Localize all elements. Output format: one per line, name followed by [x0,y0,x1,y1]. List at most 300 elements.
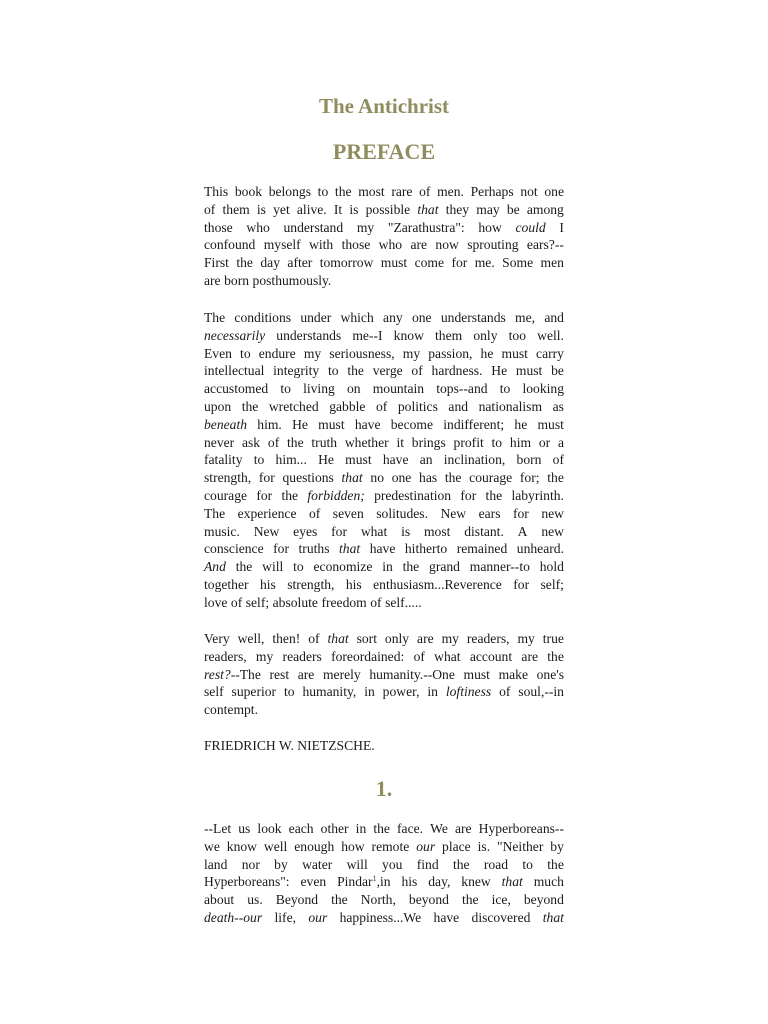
word: too [508,327,526,343]
word: the [331,892,348,908]
word: self; [245,594,270,610]
text-line [204,487,564,505]
word: his [259,576,276,592]
word: the [547,856,564,872]
word: the [547,648,564,664]
text-line [204,648,564,666]
word: living [303,381,335,397]
word: we [204,838,220,854]
word: him. [257,416,282,432]
word: the [402,559,420,575]
word: born [516,452,542,468]
word: and [544,310,564,325]
word: the [452,856,470,872]
word: his [401,874,418,890]
text-line [204,380,564,398]
word: the [334,184,352,199]
word: he [480,345,494,361]
word: Beyond [275,892,319,908]
word: my [356,219,375,235]
word: accustomed [204,381,269,397]
text-line [204,362,564,380]
word: posthumously. [252,272,332,288]
text-line [204,558,564,576]
word: become [390,416,434,432]
author-signature [204,737,564,755]
word: of [267,434,280,450]
word: truths [298,541,330,557]
word: beyond [408,892,449,908]
word: will [346,856,368,872]
word: for; [519,470,540,486]
word: We [430,821,448,836]
word: it [396,434,404,450]
word: North, [360,892,396,908]
word: to [280,381,291,397]
word: remote [371,838,410,854]
word: by [274,856,288,872]
word: make [498,666,529,682]
text-line [204,540,564,558]
word: Pindar$^1$,in [337,874,391,890]
word: men [540,255,564,271]
word: understands [276,327,342,343]
word: New [440,505,467,521]
word: must [501,345,528,361]
word: alive. [296,201,327,217]
word: to [283,684,295,700]
text-line [204,683,564,701]
word: account [469,648,513,664]
word: for [273,541,290,557]
word: for [258,470,275,486]
word: born [224,272,250,288]
word: well. [537,327,564,343]
word: then! [272,631,301,646]
word: hardness. [431,363,483,379]
word: tops--and [436,381,488,397]
word: the [287,434,304,450]
word: book [234,184,263,199]
word: courage [469,470,513,486]
word: may [476,201,500,217]
text-line [204,523,564,541]
document-title: The Antichrist [318,94,450,118]
word: loftiness [445,684,492,700]
word: each [288,821,314,836]
word: indifferent; [443,416,505,432]
word: my [441,631,459,646]
word: He [318,452,334,468]
word: Hyperboreans-- [478,821,564,836]
preface-paragraph-3 [204,630,564,719]
word: know [226,838,257,854]
word: humanity.--One [369,666,455,682]
word: one [411,310,432,325]
word: The [204,310,226,325]
word: you [382,856,403,872]
word: are [410,237,428,253]
word: profit [453,434,484,450]
word: eyes [293,523,318,539]
word: sprouting [467,237,519,253]
word: in [355,821,367,836]
word: hitherto [404,541,448,557]
word: together [204,576,249,592]
word: new [541,505,564,521]
word: now [435,237,459,253]
text-line [204,434,564,452]
word: that [341,470,363,486]
word: predestination [374,487,452,503]
word: --Let [204,821,232,836]
word: This [204,184,229,199]
word: other [320,821,349,836]
word: death--our [204,909,263,925]
word: First [204,255,229,271]
word: to [499,381,511,397]
word: of [308,631,320,646]
word: them [435,327,463,343]
word: of [419,184,431,199]
word: for [513,576,530,592]
word: my [517,631,535,646]
signature-text: FRIEDRICH W. NIETZSCHE. [204,738,375,753]
word: is. [477,838,491,854]
word: ears [478,505,501,521]
word: new [541,523,564,539]
word: come [414,255,445,271]
word: how [478,219,502,235]
text-line [204,254,564,272]
word: most [423,523,451,539]
word: the [373,821,390,836]
word: one's [536,666,564,682]
text-line [204,701,564,719]
word: seriousness, [329,345,395,361]
word: humanity, [302,684,357,700]
word: are [417,631,434,646]
text-line [204,309,564,327]
text-line [204,469,564,487]
word: possible [365,201,411,217]
word: merely [322,666,361,682]
word: is [349,201,359,217]
word: never [204,434,235,450]
word: rest [269,666,290,682]
word: readers [282,648,322,664]
word: forbidden; [307,487,365,503]
word: he [514,416,528,432]
word: my [303,345,322,361]
word: the [281,487,299,503]
word: my [402,345,421,361]
word: myself [263,237,301,253]
word: of [370,594,382,610]
text-line [204,398,564,416]
word: and [448,398,469,414]
word: questions [282,470,334,486]
word: the [547,470,564,486]
word: strength, [287,576,335,592]
word: The [204,505,226,521]
word: is [401,523,411,539]
text-line [204,909,564,927]
word: passion, [428,345,473,361]
word: politics [397,398,438,414]
word: one [544,184,564,199]
word: road [483,856,509,872]
word: integrity [273,363,320,379]
word: be [506,201,520,217]
word: day [260,255,280,271]
word: experience [237,505,297,521]
word: solitudes. [376,505,428,521]
word: truth [311,434,338,450]
word: to [491,434,503,450]
word: must [463,666,490,682]
word: freedom [321,594,367,610]
word: "Neither [497,838,544,854]
word: fatality [204,452,243,468]
word: contempt. [204,702,258,718]
word: with [309,237,334,253]
word: us [238,821,251,836]
word: any [383,310,403,325]
word: self [204,684,224,700]
word: they [445,201,470,217]
word: conditions [234,310,292,325]
word: necessarily [204,327,266,343]
word: them [222,201,250,217]
word: who [378,237,403,253]
word: for [256,487,273,503]
word: are [521,648,539,664]
word: water [302,856,333,872]
word: soul,--in [518,684,564,700]
word: labyrinth. [511,487,564,503]
word: how [341,838,365,854]
word: He [292,416,308,432]
word: must [318,416,345,432]
word: are [297,666,315,682]
word: enthusiasm...Reverence [373,576,502,592]
word: me. [474,255,495,271]
word: looking [522,381,564,397]
word: place [442,838,471,854]
text-line [204,891,564,909]
word: distant. [464,523,504,539]
word: of [308,505,321,521]
word: nationalism [478,398,543,414]
word: in [382,559,393,575]
word: of [376,398,388,414]
word: unheard. [516,541,564,557]
word: the [236,255,253,271]
word: for [331,523,347,539]
word: much [533,874,564,890]
word: are [454,821,472,836]
text-line [204,183,564,201]
word: rare [391,184,413,199]
word: those [341,237,371,253]
word: him... [275,452,307,468]
word: after [287,255,313,271]
word: by [550,838,564,854]
word: as [552,398,564,414]
word: our [416,838,436,854]
word: gabble [329,398,366,414]
preface-paragraph-2 [204,309,564,612]
word: self; [540,576,564,592]
word: economize [313,559,373,575]
word: or [538,434,551,450]
text-line [204,594,564,612]
word: of [230,594,243,610]
word: well, [237,631,265,646]
word: the [347,363,364,379]
text-line [204,327,564,345]
word: which [340,310,374,325]
word: could [515,219,546,235]
word: sort [356,631,377,646]
text-line [204,856,564,874]
text-line [204,272,564,290]
word: belongs [268,184,311,199]
word: know [393,327,424,343]
word: will [262,559,284,575]
word: hold [539,559,564,575]
word: courage [204,487,248,503]
word: true [542,631,564,646]
word: that [339,541,361,557]
word: my [255,648,274,664]
word: an [419,452,433,468]
word: for [451,255,468,271]
word: on [346,381,361,397]
word: that [542,909,564,925]
word: enough [294,838,335,854]
word: readers, [204,648,247,664]
section-paragraph [204,820,564,927]
text-line [204,345,564,363]
preface-paragraph-1 [204,183,564,290]
word: only [473,327,498,343]
word: be [551,363,564,379]
word: Some [502,255,534,271]
word: for [512,505,529,521]
word: him [509,434,532,450]
text-line [204,416,564,434]
word: yet [273,201,290,217]
word: Hyperboreans": [204,874,290,890]
word: has [419,470,438,486]
word: the [241,398,259,414]
word: only [384,631,410,646]
word: face. [397,821,424,836]
text-line [204,201,564,219]
word: not [520,184,538,199]
word: It [333,201,343,217]
word: his [345,576,362,592]
word: of [413,648,425,664]
word: conscience [204,541,264,557]
word: to [327,363,339,379]
word: intellectual [204,363,265,379]
word: have [369,541,396,557]
word: of [204,201,216,217]
word: in [427,684,438,700]
word: love [204,594,228,610]
word: Even [204,345,232,361]
footnote-marker[interactable]: 1 [372,874,377,884]
text-line [204,576,564,594]
word: nor [241,856,260,872]
word: carry [536,345,564,361]
section-heading: 1. [375,776,393,801]
word: inclination, [443,452,506,468]
word: about [204,892,235,908]
word: is [256,201,266,217]
word: New [253,523,280,539]
word: wretched [268,398,319,414]
word: And [204,559,226,575]
word: Perhaps [470,184,514,199]
word: those [204,219,233,235]
word: must [345,452,372,468]
word: "Zarathustra": [387,219,465,235]
word: absolute [272,594,318,610]
word: rest?--The [204,666,261,682]
word: us. [247,892,263,908]
text-line [204,838,564,856]
word: well [263,838,288,854]
word: grand [429,559,460,575]
word: verge [372,363,403,379]
word: remained [456,541,508,557]
word: Very [204,631,230,646]
word: tomorrow [319,255,374,271]
word: even [300,874,327,890]
word: music. [204,523,240,539]
text-line [204,873,564,891]
word: beyond [523,892,564,908]
word: readers, [466,631,510,646]
text-line [204,820,564,838]
text-line [204,219,564,237]
word: no [370,470,384,486]
word: day, [428,874,451,890]
word: to [317,184,329,199]
word: self..... [385,594,422,610]
word: me--I [352,327,383,343]
text-line [204,451,564,469]
word: land [204,856,228,872]
word: are [204,272,221,288]
word: ice, [491,892,511,908]
word: superior [231,684,277,700]
word: seven [332,505,364,521]
word: among [526,201,564,217]
word: most [358,184,385,199]
word: happiness...We [339,909,422,925]
word: endure [258,345,296,361]
word: He [491,363,508,379]
word: men. [437,184,464,199]
word: power, [382,684,420,700]
word: brings [411,434,446,450]
word: for [460,487,477,503]
